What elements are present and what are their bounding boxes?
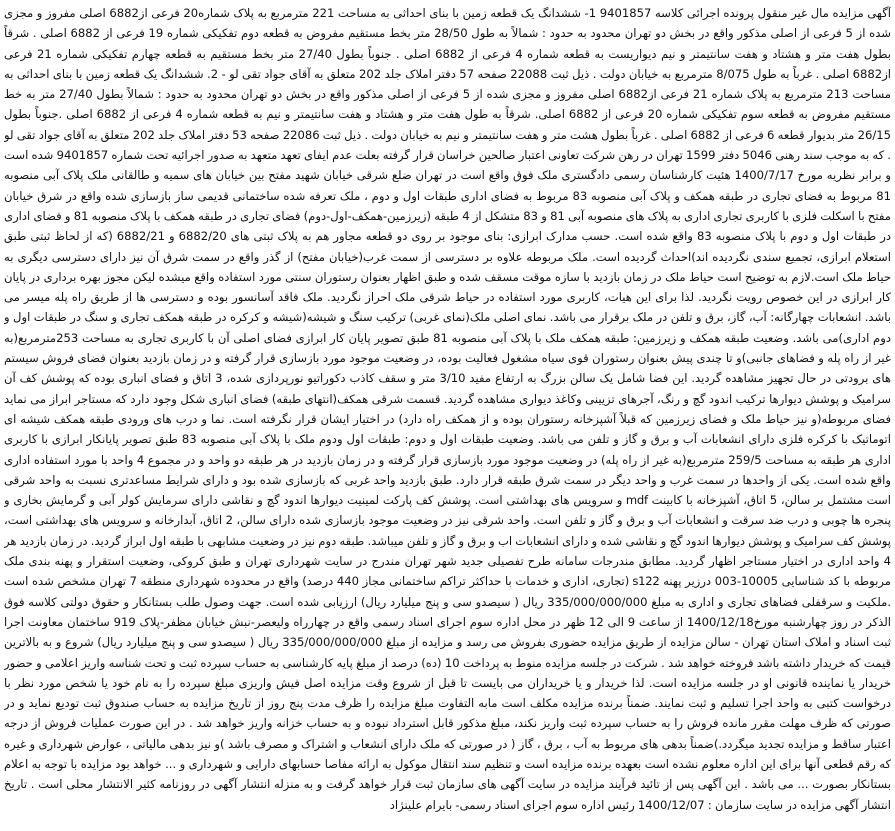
auction-notice-document: [4, 3, 891, 828]
auction-notice-text: آگهی مزایده مال غیر منقول پرونده اجرائی کلاسه 9401857 1- ششدانگ یک قطعه زمین با بنای احداثی به مساحت 221 مترمربع به پلاک شماره20 فرعی از6882 اصلی مفروز و مجزی شده از 5 فرعی از اصلی مذکور واقع در بخش دو تهران محدود به حدود : شمالاً به طول 28/50 متر بخط مستقیم مفروض به قطعه دوم تفکیکی شماره 19 فرعی از 6882 اصلی . شرقاً بطول هفت متر و هشتاد و هفت سانتیمتر و نیم دیواریست به قطعه شماره 4 فرعی از 6882 اصلی . جنوباً بطول 27/40 متر بخط مستقیم به قطعه چهارم تفکیکی شماره 21 فرعی از6882 اصلی . غرباً به طول 8/075 مترمربع به خیابان دولت . ذیل ثبت 22088 صفحه 57 دفتر املاک جلد 202 متعلق به آقای جواد تقی لو - 2. ششدانگ یک قطعه زمین با بنای احداثی به مساحت 213 مترمربع به پلاک شماره 21 فرعی از6882 اصلی مفروز و مجزی شده از 5 فرعی از اصلی مذکور واقع در بخش دو تهران محدود به حدود : شمالاً بطول 27/40 متر به خط مستقیم مفروض به قطعه سوم تفکیکی شماره 20 فرعی از 6882 اصلی. شرقاً به طول هفت متر و هشتاد و هفت سانتیمتر و نیم به قطعه شماره 4 فرعی از 6882 اصلی .جنوباً بطول 26/15 متر بدیوار قطعه 6 فرعی از 6882 اصلی . غرباً بطول هشت متر و هفت سانتیمتر و نیم به خیابان دولت . ذیل ثبت 22086 صفحه 53 دفتر املاک جلد 202 متعلق به آقای جواد تقی لو . که به موجب سند رهنی 5046 دفتر 1599 تهران در رهن شرکت تعاونی اعتبار صالحین خراسان قرار گرفته بعلت عدم ایفای تعهد متعهد به صدور اجرائیه تحت شماره 9401857 شده است و برابر نظریه مورخ 1400/7/17 هئیت کارشناسان رسمی دادگستری ملک فوق واقع است در تهران ضلع شرقی خیابان شهید مفتح بین خیابان های سمیه و طالقانی ملک پلاک آبی منصوبه 81 مربوط به فضای تجاری در طبقه همکف و پلاک آبی منصوبه 83 مربوط به فضای اداری طبقات اول و دوم ، ملک تعرفه شده ساختمانی قدیمی ساز بازسازی شده واقع در شرق خیابان مفتح با اسکلت فلزی با کاربری تجاری اداری به پلاک های منصوبه آبی 81 و 83 متشکل از 4 طبقه (زیرزمین-همکف-اول-دوم) فضای تجاری در طبقه همکف با پلاک منصوبه 81 و فضای اداری در طبقات اول و دوم با پلاک منصوبه 83 واقع شده است. حسب مدارک ابرازی: بنای موجود بر روی دو قطعه مجاور هم به پلاک ثبتی های 6882/20 و 6882/21 (که از لحاظ ثبتی طبق استعلام ابرازی، تجمیع سندی نگردیده اند)احداث گردیده است. ملک مربوطه علاوه بر دسترسی از سمت غرب(خیابان مفتح) از گذر واقع در سمت شرق آن نیز دارای دسترسی دیگری به حیاط ملک است.لازم به توضیح است حیاط ملک در زمان بازدید با سازه موقت مسقف شده و طبق اظهار بعنوان رستوران سنتی مورد استفاده واقع میشده لیکن مجوز بهره برداری در پایان کار ابرازی در این خصوص رویت نگردید. لذا برای این هیات، کاربری مورد استفاده در حیاط شرقی ملک احراز نگردید. ملک فاقد آسانسور بوده و دسترسی ها از طریق راه پله میسر می باشد. انشعابات چهارگانه: آب، گاز، برق و تلفن در ملک برقرار می باشد. نمای اصلی ملک(نمای غربی) ترکیب سنگ و شیشه(شیشه و کرکره در طبقه همکف تجاری و سنگ در طبقات اول و دوم اداری)می باشد. وضعیت طبقه همکف و زیرزمین: طبقه همکف ملک با پلاک آبی منصوبه 81 طبق تصویر پایان کار ابرازی فضای اصلی آن با کاربری تجاری به مساحت 253مترمربع(به غیر از راه پله و فضاهای جانبی)و تا چندی پیش بعنوان رستوران قوی سیاه مشغول فعالیت بوده، در وضعیت موجود مورد بازسازی قرار گرفته و در زمان بازدید بعنوان فضای فروش سیستم های برودتی در حال تجهیز مشاهده گردید. این فضا شامل یک سالن بزرگ به ارتفاع مفید 3/10 متر و سقف کاذب دکوراتیو نورپردازی شده، 3 اتاق و فضای انباری بوده که پوشش کف آن سرامیک و پوشش دیوارها ترکیب اندود گچ و رنگ، آجرهای تزیینی وکاغذ دیواری مشاهده گردید. قسمت شرقی همکف(انتهای طبقه) فضای انباری شکل وجود دارد که مستاجر ابراز می نماید فضای مربوطه(و نیز حیاط ملک و فضای زیرزمین که قبلاً آشپزخانه رستوران بوده و از همکف راه دارد) در اختیار ایشان قرار نگرفته است. نما و درب های ورودی طبقه همکف شیشه ای اتوماتیک با کرکره فلزی دارای انشعابات آب و برق و گاز و تلفن می باشد. وضعیت طبقات اول و دوم: طبقات اول ودوم ملک با پلاک آبی منصوبه 83 طبق تصویر پایانکار ابرازی با کاربری اداری هر طبقه به مساحت 259/5 مترمربع(به غیر از راه پله) در وضعیت موجود مورد بازسازی قرار گرفته و در زمان بازدید در هر طبقه دو واحد و در مجموع 4 واحد با مورد استفاده اداری واقع شده است. یکی از واحدها در سمت غرب و واحد دیگر در سمت شرق طبقه قرار دارد. طبق بازدید واحد غربی که بازسازی شده بود و دارای شرایط مساعدتری نسبت به واحد شرقی است مشتمل بر سالن، 5 اتاق، آشپزخانه با کابینت mdf و سرویس های بهداشتی است. پوشش کف پارکت لمینیت دیوارها اندود گچ و نقاشی دارای سرمایش کولر آبی و گرمایش بخاری و پنجره ها چوبی و درب ضد سرقت و انشعابات آب و برق و گاز و تلفن است. واحد شرقی نیز در وضعیت موجود بازسازی شده دارای سالن، 2 اتاق، آبدارخانه و سرویس های بهداشتی است، پوشش کف سرامیک و پوشش دیوارها اندود گچ و نقاشی شده و دارای انشعابات اب و برق و گاز و تلفن میباشد. طبقه دوم نیز در وضعیت مشابهی با طبقه اول ابراز گردید. در زمان بازدید هر 4 واحد اداری در اختیار مستاجر اظهار گردید. مطابق مندرجات سامانه طرح تفصیلی جدید شهر تهران مندرج در سایت شهرداری تهران و طبق کروکی، وضعیت استقرار و پهنه بندی ملک مربوطه با کد شناسایی 10005-003 درزیر پهنه s122 (تجاری، اداری و خدمات با حداکثر تراکم ساختمانی مجاز 440 درصد) واقع در محدوده شهرداری منطقه 7 تهران مشخص شده است .ملکیت و سرقفلی فضاهای تجاری و اداری به مبلغ 335/000/000/000 ریال ( سیصدو سی و پنج میلیارد ریال) ارزیابی شده است. جهت وصول طلب بستانکار و حقوق دولتی کلاسه فوق الذکر در روز چهارشنبه مورخ1400/12/18 از ساعت 9 الی 12 ظهر در محل اداره سوم اجرای اسناد رسمی واقع در چهارراه ولیعصر-نبش خیابان مظفر-پلاک 919 ساختمان معاونت اجرا ثبت اسناد و املاک استان تهران - سالن مزایده از طریق مزایده حضوری بفروش می رسد و مزایده از مبلغ 335/000/000/000 ریال ( سیصدو سی و پنج میلیارد ریال) شروع و به بالاترین قیمت که خریدار داشته باشد فروخته خواهد شد . شرکت در جلسه مزایده منوط به پرداخت 10 (ده) درصد از مبلغ پایه کارشناسی به حساب سپرده ثبت و تحت شناسه واریز اعلامی و حضور خریدار یا نماینده قانونی او در جلسه مزایده است. لذا خریدار و یا خریداران می بایست تا قبل از شروع وقت مزایده اصل فیش واریزی مبلغ سپرده را به نام خود یا شخص مورد نظر با درخواست کتبی به واحد اجرا تسلیم و ثبت نمایند. ضمناً برنده مزایده مکلف است مابه التفاوت مبلغ مزایده را ظرف مدت پنج روز از تاریخ مزایده به حساب صندوق ثبت تودیع نماید و در صورتی که ظرف مهلت مقرر مانده فروش را به حساب سپرده ثبت واریز نکند، مبلغ مذکور قابل استرداد نبوده و به حساب خزانه واریز خواهد شد . در این صورت عملیات فروش از درجه اعتبار ساقط و مزایده تجدید میگردد.)ضمناً بدهی های مربوط به آب ، برق ، گاز ( در صورتی که ملک دارای انشعاب و اشتراک و مصرف باشد )و نیز بدهی مالیاتی ، عوارض شهرداری و غیره که رقم قطعی آنها برای این اداره معلوم نشده است بعهده برنده مزایده است و تنظیم سند انتقال موکول به ارائه مفاصا حسابهای دارایی و شهرداری و ... خواهد بود مزایده با توجه به اعلام بستانکار بصورت ... می باشد . این آگهی پس از تائید فرآیند مزایده در سایت آگهی های سازمان ثبت قرار خواهد گرفت و به منزله انتشار آگهی در روزنامه کثیر الانتشار محلی است . تاریخ انتشار آگهی مزایده در سایت سازمان : 1400/12/07 رئیس اداره سوم اجرای اسناد رسمی- بایرام علینژاد: [4, 6, 891, 812]
